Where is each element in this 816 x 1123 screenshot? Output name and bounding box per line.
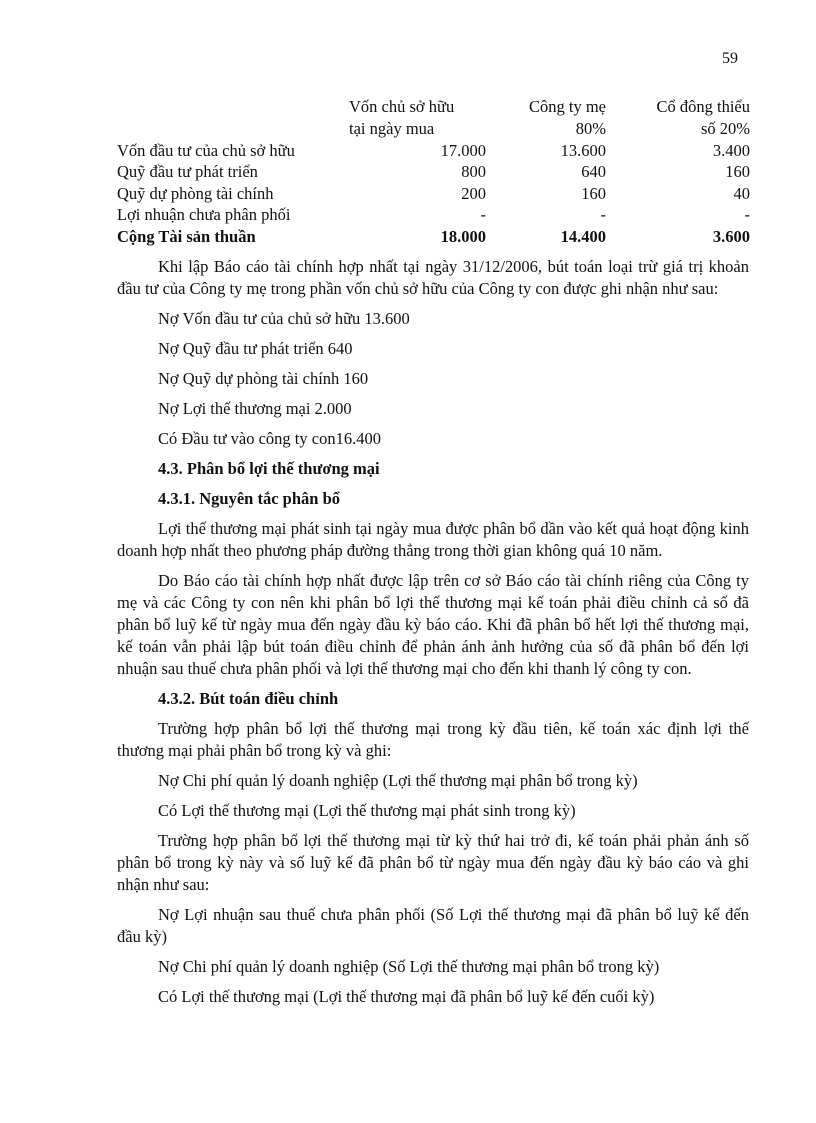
table-row bbox=[117, 139, 750, 161]
row-label: Quỹ đầu tư phát triển bbox=[117, 162, 258, 181]
total-label: Cộng Tài sản thuần bbox=[117, 226, 256, 246]
header-text: 80% bbox=[575, 118, 606, 138]
table-row bbox=[117, 161, 750, 183]
journal-entry: Nợ Quỹ dự phòng tài chính 160 bbox=[158, 369, 369, 388]
total-value: 3.600 bbox=[712, 226, 750, 246]
cell-value: 640 bbox=[581, 162, 606, 181]
journal-entry: Có Đầu tư vào công ty con16.400 bbox=[158, 429, 381, 448]
journal-entry: Có Lợi thế thương mại (Lợi thế thương mại phát sinh trong kỳ) bbox=[158, 801, 576, 820]
paragraph: Trường hợp phân bổ lợi thế thương mại từ kỳ thứ hai trở đi, kế toán phải phản ánh số phân bổ trong kỳ này và số luỹ kế đã phân bổ từ ngày mua đến ngày đầu kỳ báo cáo và ghi nhận như sau: bbox=[117, 831, 749, 894]
header-minority-shareholders bbox=[606, 96, 750, 139]
cell-value: 160 bbox=[725, 162, 750, 181]
total-value: 18.000 bbox=[440, 226, 486, 246]
cell-value: 17.000 bbox=[440, 140, 486, 160]
row-label: Vốn đầu tư của chủ sở hữu bbox=[117, 140, 295, 160]
header-equity-at-acquisition bbox=[349, 96, 486, 139]
cell-value: 40 bbox=[733, 183, 750, 203]
journal-entry: Nợ Quỹ đầu tư phát triển 640 bbox=[158, 339, 353, 358]
page-number: 59 bbox=[722, 50, 738, 67]
paragraph: Nợ Lợi nhuận sau thuế chưa phân phối (Số Lợi thế thương mại đã phân bổ luỹ kế đến đầu kỳ) bbox=[117, 905, 749, 946]
capital-table bbox=[117, 96, 750, 247]
paragraph: Trường hợp phân bổ lợi thế thương mại trong kỳ đầu tiên, kế toán xác định lợi thế thương mại phải phân bổ trong kỳ và ghi: bbox=[117, 719, 749, 760]
paragraph: Do Báo cáo tài chính hợp nhất được lập trên cơ sở Báo cáo tài chính riêng của Công ty mẹ và các Công ty con nên khi phân bổ lợi thế thương mại kế toán phải điều chỉnh cả số đã phân bổ luỹ kế từ ngày mua đến ngày đầu kỳ báo cáo. Khi đã phân bổ hết lợi thế thương mại, kế toán vẫn phải lập bút toán điều chỉnh để phản ánh ảnh hưởng của số đã phân bổ đến lợi nhuận sau thuế chưa phân phối và lợi thế thương mại cho đến khi thanh lý công ty con. bbox=[117, 571, 749, 678]
header-text: Vốn chủ sở hữu bbox=[349, 97, 455, 116]
total-value: 14.400 bbox=[560, 226, 606, 246]
section-heading: 4.3. Phân bổ lợi thế thương mại bbox=[158, 459, 380, 478]
table-header-row bbox=[117, 96, 750, 139]
table-row bbox=[117, 182, 750, 204]
cell-value: - bbox=[600, 205, 606, 224]
paragraph: Lợi thế thương mại phát sinh tại ngày mua được phân bổ dần vào kết quả hoạt động kinh doanh hợp nhất theo phương pháp đường thẳng trong thời gian không quá 10 năm. bbox=[117, 519, 749, 560]
journal-entry: Có Lợi thế thương mại (Lợi thế thương mại đã phân bổ luỹ kế đến cuối kỳ) bbox=[158, 987, 655, 1006]
header-text: Cổ đông thiểu bbox=[656, 97, 750, 116]
subsection-heading: 4.3.2. Bút toán điều chỉnh bbox=[158, 689, 339, 708]
row-label: Quỹ dự phòng tài chính bbox=[117, 183, 274, 203]
paragraph: Khi lập Báo cáo tài chính hợp nhất tại ngày 31/12/2006, bút toán loại trừ giá trị khoản đầu tư của Công ty mẹ trong phần vốn chủ sở hữu của Công ty con được ghi nhận như sau: bbox=[117, 257, 749, 298]
header-text: số 20% bbox=[700, 118, 750, 138]
header-parent-company bbox=[486, 96, 606, 139]
table-total-row bbox=[117, 225, 750, 247]
journal-entry: Nợ Chi phí quản lý doanh nghiệp (Lợi thế thương mại phân bổ trong kỳ) bbox=[158, 771, 638, 790]
cell-value: 3.400 bbox=[712, 140, 750, 160]
cell-value: 200 bbox=[461, 183, 486, 203]
cell-value: 160 bbox=[581, 183, 606, 203]
cell-value: 800 bbox=[461, 162, 486, 181]
journal-entry: Nợ Chi phí quản lý doanh nghiệp (Số Lợi thế thương mại phân bổ trong kỳ) bbox=[158, 957, 660, 976]
row-label: Lợi nhuận chưa phân phối bbox=[117, 205, 291, 224]
cell-value: - bbox=[744, 205, 750, 224]
document-body bbox=[117, 256, 749, 1008]
cell-value: - bbox=[480, 205, 486, 224]
table-row bbox=[117, 204, 750, 226]
header-blank bbox=[117, 96, 349, 139]
header-text: Công ty mẹ bbox=[529, 97, 606, 116]
subsection-heading: 4.3.1. Nguyên tắc phân bổ bbox=[158, 489, 340, 508]
cell-value: 13.600 bbox=[560, 140, 606, 160]
journal-entry: Nợ Vốn đầu tư của chủ sở hữu 13.600 bbox=[158, 309, 410, 328]
header-text: tại ngày mua bbox=[349, 118, 435, 138]
journal-entry: Nợ Lợi thế thương mại 2.000 bbox=[158, 399, 352, 418]
